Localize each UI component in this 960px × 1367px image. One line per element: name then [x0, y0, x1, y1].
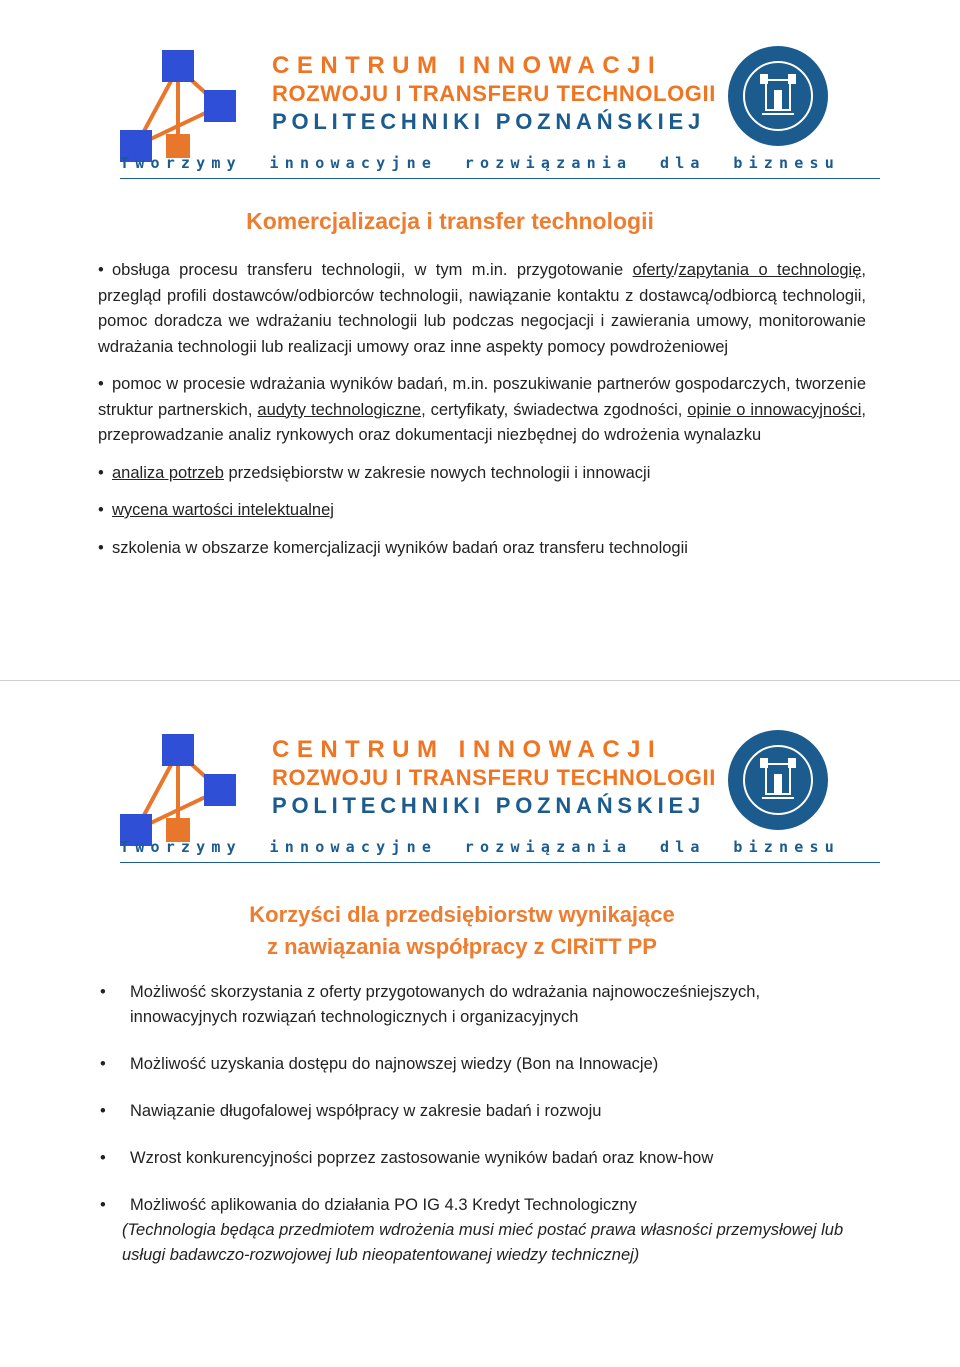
- tagline-word: innowacyjne: [269, 838, 438, 856]
- bullet-text: , przeprowadzanie analiz rynkowych oraz dokumentacji niezbędnej do wdrożenia wynalazku: [98, 400, 867, 444]
- tagline-word: dla: [659, 154, 706, 172]
- list-item: [100, 1146, 870, 1171]
- header: [0, 684, 960, 869]
- link-zapytania[interactable]: zapytania o technologię: [678, 261, 862, 279]
- bullet-dot: •: [98, 261, 104, 279]
- link-audyty[interactable]: audyty technologiczne: [257, 400, 422, 419]
- bullet-text: , przegląd profili dostawców/odbiorców technologii, nawiązanie kontaktu z dostawcą/odbiorcą technologii, pomoc doradcza we wdrażaniu technologii lub podczas negocjacji i zawierania umowy, monitorowanie wdrażania technologii lub realizacji umowy oraz inne aspekty pomocy powdrożeniowej: [98, 261, 866, 356]
- brand-line-2: ROZWOJU I TRANSFERU TECHNOLOGII: [272, 765, 716, 790]
- bullet-item: [98, 498, 866, 524]
- ciritt-logo-icon: [118, 730, 240, 850]
- slide-2-title-line-1: Korzyści dla przedsiębiorstw wynikające: [249, 902, 675, 927]
- brand-name: [272, 736, 716, 820]
- list-item: [100, 980, 870, 1030]
- tagline-word: dla: [659, 838, 706, 856]
- bullet-dot: •: [100, 1055, 106, 1073]
- tagline-word: Tworzymy: [120, 838, 242, 856]
- list-item-text: Nawiązanie długofalowej współpracy w zakresie badań i rozwoju: [130, 1102, 602, 1120]
- bullet-text: , certyfikaty, świadectwa zgodności,: [421, 400, 688, 419]
- list-item: [100, 1052, 870, 1077]
- slide-1-title: Komercjalizacja i transfer technologii: [246, 208, 654, 234]
- tagline-word: biznesu: [733, 154, 840, 172]
- slide-1: [0, 0, 960, 680]
- list-item-text: Możliwość aplikowania do działania PO IG 4.3 Kredyt Technologiczny: [130, 1196, 637, 1214]
- tagline-word: rozwiązania: [464, 154, 633, 172]
- tagline-word: innowacyjne: [269, 154, 438, 172]
- tagline-word: biznesu: [733, 838, 840, 856]
- brand-line-1: CENTRUM INNOWACJI: [272, 736, 663, 763]
- header: [0, 0, 960, 185]
- tagline: [120, 154, 840, 172]
- bullet-dot: •: [98, 538, 104, 557]
- link-analiza-potrzeb[interactable]: analiza potrzeb: [112, 463, 224, 482]
- politechnika-seal-icon: [726, 728, 830, 832]
- link-oferty[interactable]: oferty: [632, 261, 674, 279]
- tagline: [120, 838, 840, 856]
- brand-name: [272, 52, 716, 136]
- bullet-dot: •: [100, 983, 106, 1001]
- bullet-dot: •: [100, 1149, 106, 1167]
- bullet-dot: •: [100, 1196, 106, 1214]
- tagline-rule: [120, 862, 880, 863]
- bullet-dot: •: [100, 1102, 106, 1120]
- brand-line-3: POLITECHNIKI POZNAŃSKIEJ: [272, 109, 706, 134]
- slide-1-bullets: [98, 258, 866, 573]
- bullet-item: [98, 536, 866, 562]
- list-item-text: Możliwość skorzystania z oferty przygotowanych do wdrażania najnowocześniejszych, innowacyjnych rozwiązań technologicznych i organizacyjnych: [130, 983, 761, 1026]
- slide-divider: [0, 680, 960, 681]
- list-item-text: Wzrost konkurencyjności poprzez zastosowanie wyników badań oraz know-how: [130, 1149, 714, 1167]
- list-item: [100, 1193, 870, 1268]
- tagline-rule: [120, 178, 880, 179]
- list-item-text: Możliwość uzyskania dostępu do najnowszej wiedzy (Bon na Innowacje): [130, 1055, 659, 1073]
- bullet-text: szkolenia w obszarze komercjalizacji wyników badań oraz transferu technologii: [112, 538, 688, 557]
- tagline-word: Tworzymy: [120, 154, 242, 172]
- slide-2-title-line-2: z nawiązania współpracy z CIRiTT PP: [267, 934, 657, 959]
- tagline-word: rozwiązania: [464, 838, 633, 856]
- bullet-dot: •: [98, 463, 104, 482]
- link-wycena[interactable]: wycena wartości intelektualnej: [112, 501, 334, 519]
- bullet-text: /: [673, 261, 679, 279]
- italic-note: (Technologia będąca przedmiotem wdrożenia musi mieć postać prawa własności przemysłowej lub usługi badawczo-rozwojowej lub nieopatentowanej wiedzy technicznej): [122, 1221, 844, 1264]
- brand-line-1: CENTRUM INNOWACJI: [272, 52, 663, 79]
- politechnika-seal-icon: [726, 44, 830, 148]
- bullet-item: [98, 258, 866, 360]
- list-item: [100, 1099, 870, 1124]
- bullet-text: pomoc w procesie wdrażania wyników badań, m.in. poszukiwanie partnerów gospodarczych, tworzenie struktur partnerskich,: [98, 375, 866, 419]
- link-opinie[interactable]: opinie o innowacyjności: [687, 400, 862, 419]
- bullet-text: obsługa procesu transferu technologii, w tym m.in. przygotowanie: [112, 261, 633, 279]
- benefits-list: [100, 980, 870, 1268]
- bullet-dot: •: [98, 501, 104, 519]
- brand-line-2: ROZWOJU I TRANSFERU TECHNOLOGII: [272, 81, 716, 106]
- bullet-dot: •: [98, 375, 104, 393]
- bullet-item: [98, 372, 866, 449]
- brand-line-3: POLITECHNIKI POZNAŃSKIEJ: [272, 793, 706, 818]
- bullet-item: [98, 461, 866, 487]
- slide-2-title: [0, 899, 924, 963]
- ciritt-logo-icon: [118, 46, 240, 166]
- bullet-text: przedsiębiorstw w zakresie nowych technologii i innowacji: [223, 463, 651, 482]
